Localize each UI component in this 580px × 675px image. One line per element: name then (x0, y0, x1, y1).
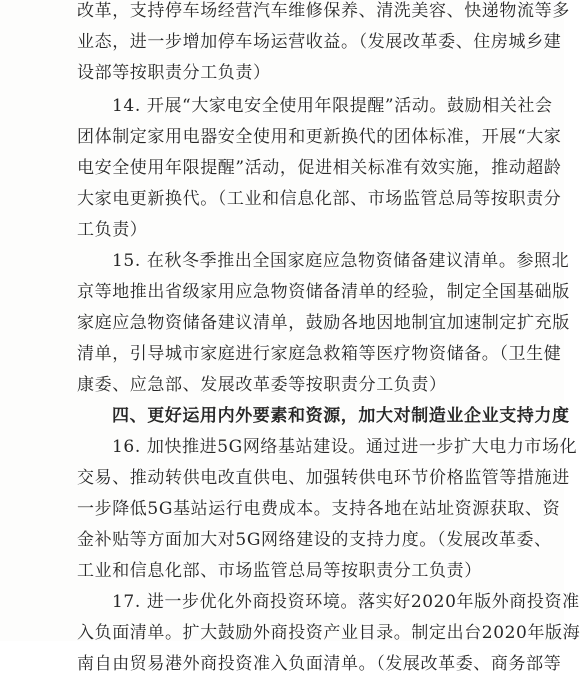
text-line: 康委、应急部、发展改革委等按职责分工负责） (77, 375, 447, 395)
text-line: 业态，进一步增加停车场运营收益。（发展改革委、住房城乡建 (77, 32, 562, 52)
text-line: 团体制定家用电器安全使用和更新换代的团体标准，开展“大家 (77, 127, 562, 147)
paragraph-17-heading: 17. 进一步优化外商投资环境。落实好2020年版外商投资准 (112, 592, 580, 612)
text-line: 南自由贸易港外商投资准入负面清单。（发展改革委、商务部等 (77, 654, 562, 674)
text-line: 交易、推动转供电改直供电、加强转供电环节价格监管等措施进 (77, 468, 570, 488)
text-line: 工业和信息化部、市场监管总局等按职责分工负责） (77, 561, 482, 581)
text-line: 清单，引导城市家庭进行家庭急救箱等医疗物资储备。（卫生健 (77, 344, 562, 364)
text-line: 改革，支持停车场经营汽车维修保养、清洗美容、快递物流等多 (77, 1, 570, 21)
text-line: 入负面清单。扩大鼓励外商投资产业目录。制定出台2020年版海 (77, 623, 580, 643)
text-line: 大家电更新换代。（工业和信息化部、市场监管总局等按职责分 (77, 189, 562, 209)
text-line: 家庭应急物资储备建议清单，鼓励各地因地制宜加速制定扩充版 (77, 313, 570, 333)
text-line: 电安全使用年限提醒”活动，促进相关标准有效实施，推动超龄 (77, 158, 562, 178)
text-line: 设部等按职责分工负责） (77, 63, 271, 83)
text-line: 一步降低5G基站运行电费成本。支持各地在站址资源获取、资 (77, 499, 561, 519)
paragraph-15-heading: 15. 在秋冬季推出全国家庭应急物资储备建议清单。参照北 (112, 251, 570, 271)
paragraph-16-heading: 16. 加快推进5G网络基站建设。通过进一步扩大电力市场化 (112, 437, 578, 457)
text-line: 工负责） (77, 220, 148, 240)
text-line: 金补贴等方面加大对5G网络建设的支持力度。（发展改革委、 (77, 530, 552, 550)
section-heading: 四、更好运用内外要素和资源，加大对制造业企业支持力度 (112, 406, 570, 426)
text-line: 京等地推出省级家用应急物资储备清单的经验，制定全国基础版 (77, 282, 570, 302)
paragraph-14-heading: 14. 开展“大家电安全使用年限提醒”活动。鼓励相关社会 (112, 96, 553, 116)
